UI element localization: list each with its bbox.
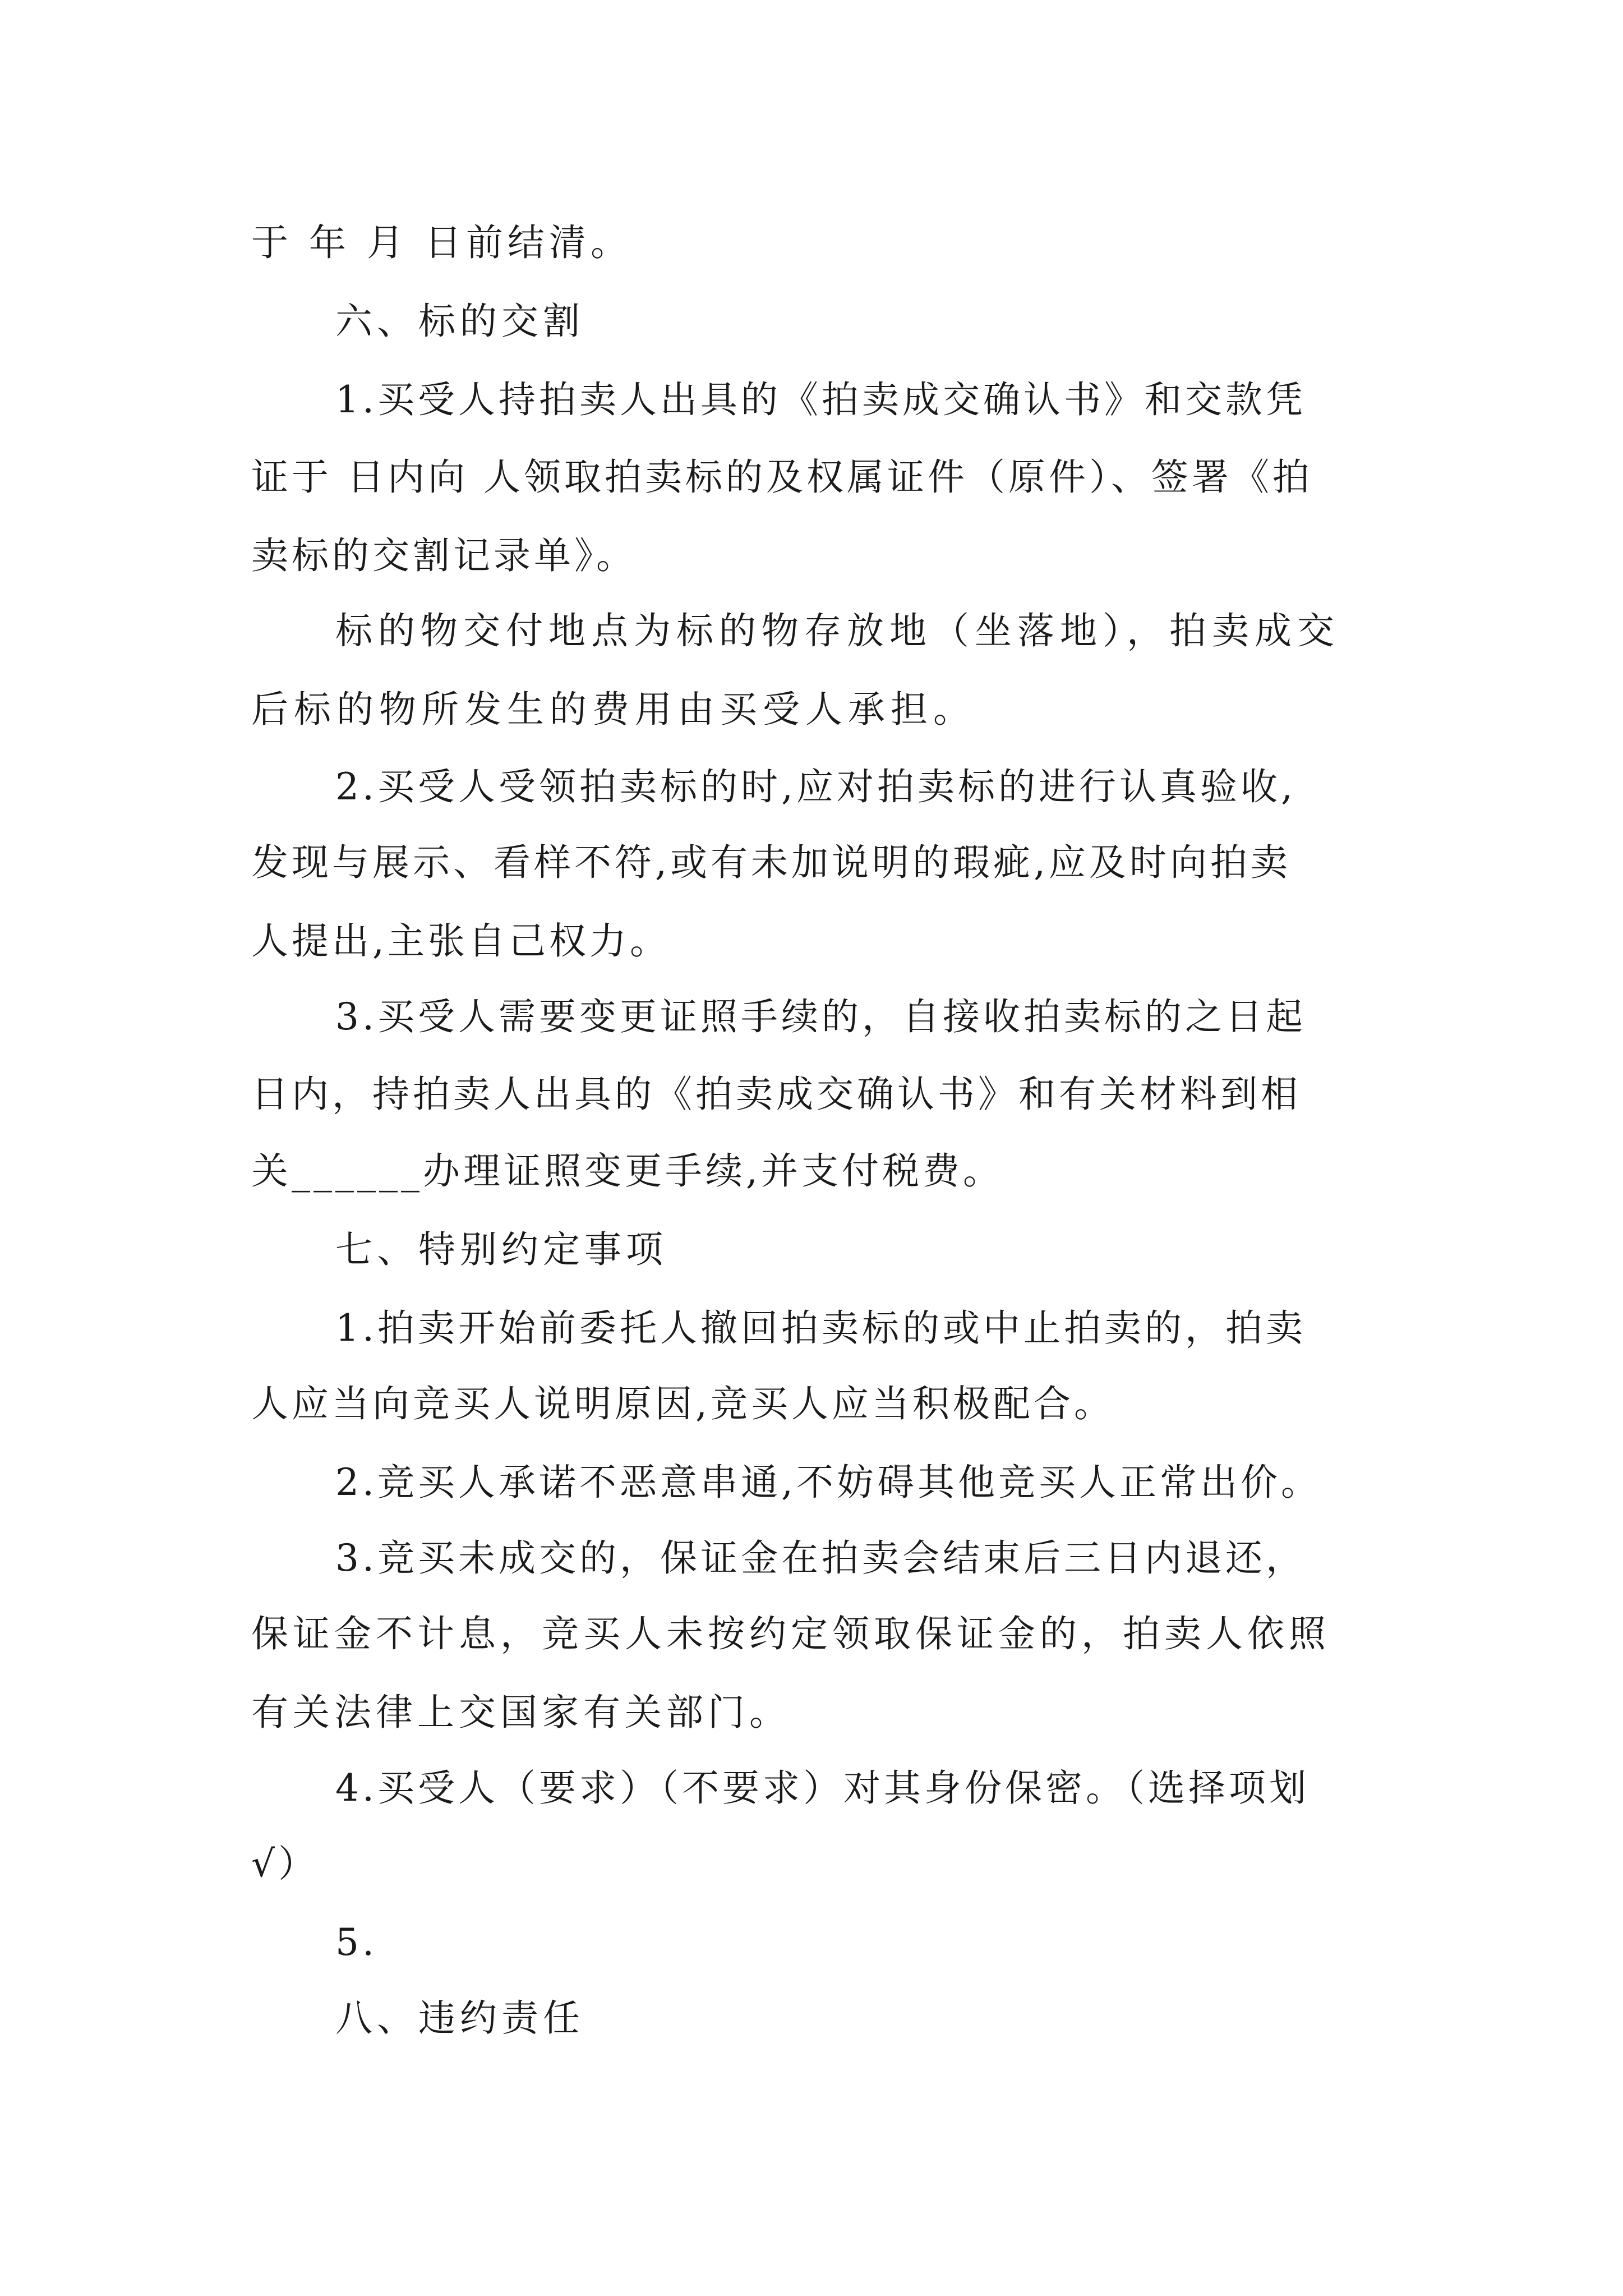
text-line: 2.竞买人承诺不恶意串通,不妨碍其他竞买人正常出价。 [335,1461,1321,1504]
text-line: 2.买受人受领拍卖标的时,应对拍卖标的进行认真验收, [335,765,1296,808]
text-line: 人应当向竞买人说明原因,竞买人应当积极配合。 [251,1382,1114,1425]
text-line: 发现与展示、看样不符,或有未加说明的瑕疵,应及时向拍卖 [251,841,1291,884]
text-line: √） [251,1842,319,1885]
text-line: 3.买受人需要变更证照手续的，自接收拍卖标的之日起 [335,995,1306,1038]
text-line: 人提出,主张自己权力。 [251,919,670,963]
text-line: 日内，持拍卖人出具的《拍卖成交确认书》和有关材料到相 [251,1073,1301,1116]
text-line: 3.竞买未成交的，保证金在拍卖会结束后三日内退还， [335,1536,1306,1580]
text-line: 后标的物所发生的费用由买受人承担。 [251,688,976,731]
text-line: 证于 日内向 人领取拍卖标的及权属证件（原件）、签署《拍 [251,455,1313,499]
text-line: 1.买受人持拍卖人出具的《拍卖成交确认书》和交款凭 [335,378,1306,421]
text-line: 5. [335,1921,377,1964]
text-line: 4.买受人（要求）（不要求）对其身份保密。（选择项划 [335,1766,1310,1810]
text-line: 1.拍卖开始前委托人撤回拍卖标的或中止拍卖的，拍卖 [335,1306,1306,1350]
section-heading: 七、特别约定事项 [335,1228,667,1271]
text-line: 关______办理证照变更手续,并支付税费。 [251,1149,1003,1193]
text-line: 保证金不计息，竞买人未按约定领取保证金的，拍卖人依照 [251,1612,1330,1655]
text-line: 标的物交付地点为标的物存放地（坐落地），拍卖成交 [335,609,1340,652]
text-line: 有关法律上交国家有关部门。 [251,1691,791,1734]
text-line: 卖标的交割记录单》。 [251,534,637,577]
section-heading: 八、违约责任 [335,1996,584,2040]
text-line: 于 年 月 日前结清。 [251,221,632,264]
section-heading: 六、标的交割 [335,300,584,343]
